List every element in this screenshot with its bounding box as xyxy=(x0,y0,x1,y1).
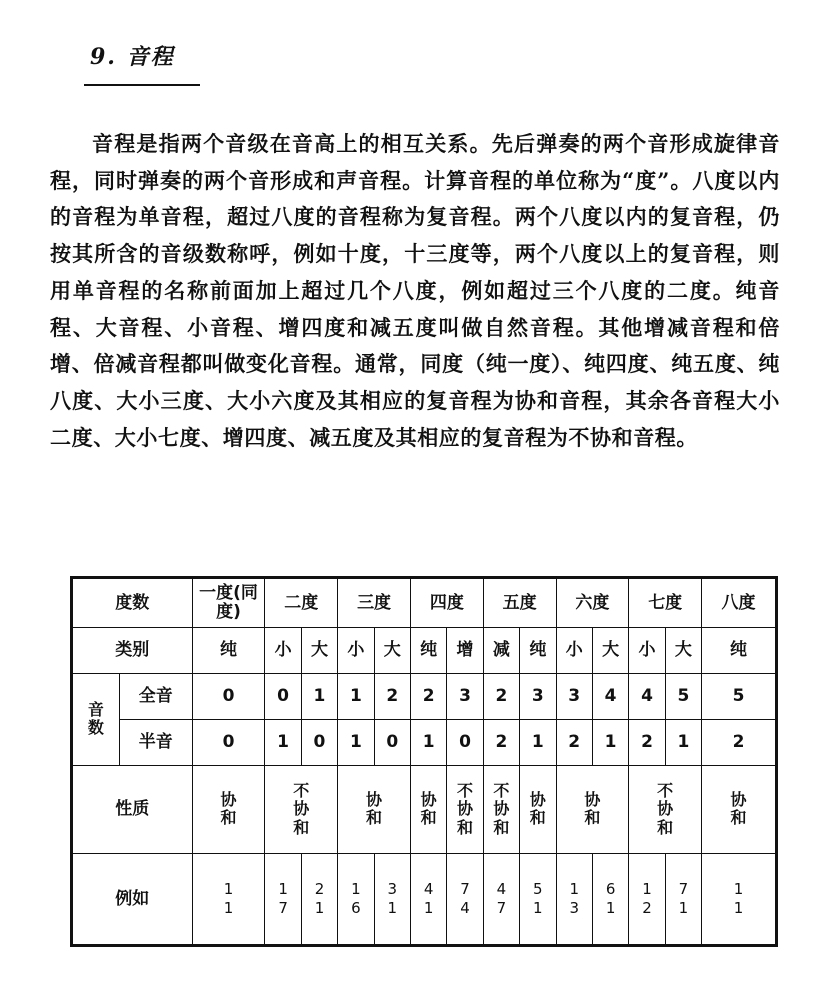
example-cell: 1 3 xyxy=(556,854,592,946)
whole-cell: 0 xyxy=(192,674,265,720)
example-cell: 5 1 xyxy=(520,854,556,946)
whole-cell: 5 xyxy=(665,674,701,720)
example-cell: 2 1 xyxy=(301,854,337,946)
section-title: 9. 音程 xyxy=(90,44,175,70)
half-cell: 1 xyxy=(338,720,374,766)
nature-cell: 协和 xyxy=(556,766,629,854)
nature-cell: 不协和 xyxy=(629,766,702,854)
example-cell: 1 2 xyxy=(629,854,665,946)
degree-7: 七度 xyxy=(629,578,702,628)
row-label-half: 半音 xyxy=(119,720,192,766)
category-cell: 小 xyxy=(265,628,301,674)
example-cell: 6 1 xyxy=(592,854,628,946)
degree-2: 二度 xyxy=(265,578,338,628)
half-tone-row xyxy=(72,720,777,766)
degree-3: 三度 xyxy=(338,578,411,628)
nature-cell: 协和 xyxy=(702,766,777,854)
row-label-example: 例如 xyxy=(72,854,193,946)
half-cell: 2 xyxy=(702,720,777,766)
nature-cell: 协和 xyxy=(192,766,265,854)
whole-cell: 2 xyxy=(483,674,519,720)
whole-cell: 4 xyxy=(592,674,628,720)
whole-cell: 5 xyxy=(702,674,777,720)
degree-1: 一度(同度) xyxy=(192,578,265,628)
nature-cell: 协和 xyxy=(338,766,411,854)
half-cell: 0 xyxy=(447,720,483,766)
half-cell: 1 xyxy=(665,720,701,766)
category-cell: 大 xyxy=(592,628,628,674)
category-cell: 大 xyxy=(665,628,701,674)
row-label-tone-count: 音数 xyxy=(72,674,120,766)
half-cell: 1 xyxy=(592,720,628,766)
category-cell: 大 xyxy=(301,628,337,674)
whole-cell: 2 xyxy=(374,674,410,720)
degree-8: 八度 xyxy=(702,578,777,628)
half-cell: 1 xyxy=(265,720,301,766)
degree-row xyxy=(72,578,777,628)
half-cell: 1 xyxy=(410,720,446,766)
example-cell: 4 7 xyxy=(483,854,519,946)
whole-cell: 4 xyxy=(629,674,665,720)
row-label-whole: 全音 xyxy=(119,674,192,720)
whole-cell: 1 xyxy=(301,674,337,720)
category-cell: 纯 xyxy=(702,628,777,674)
nature-cell: 不协和 xyxy=(447,766,483,854)
example-cell: 3 1 xyxy=(374,854,410,946)
interval-table xyxy=(70,576,778,947)
half-cell: 0 xyxy=(192,720,265,766)
example-cell: 4 1 xyxy=(410,854,446,946)
whole-cell: 3 xyxy=(520,674,556,720)
example-row xyxy=(72,854,777,946)
example-cell: 1 6 xyxy=(338,854,374,946)
example-cell: 7 4 xyxy=(447,854,483,946)
whole-cell: 2 xyxy=(410,674,446,720)
nature-cell: 协和 xyxy=(410,766,446,854)
example-cell: 1 7 xyxy=(265,854,301,946)
row-label-degree: 度数 xyxy=(72,578,193,628)
example-cell: 7 1 xyxy=(665,854,701,946)
whole-tone-row xyxy=(72,674,777,720)
category-cell: 纯 xyxy=(192,628,265,674)
row-label-category: 类别 xyxy=(72,628,193,674)
example-cell: 1 1 xyxy=(702,854,777,946)
body-paragraph: 音程是指两个音级在音高上的相互关系。先后弹奏的两个音形成旋律音程，同时弹奏的两个音形成和声音程。计算音程的单位称为“度”。八度以内的音程为单音程，超过八度的音程称为复音程。两个八度以内的复音程，仍按其所含的音级数称呼，例如十度，十三度等，两个八度以上的复音程，则用单音程的名称前面加上超过几个八度，例如超过三个八度的二度。纯音程、大音程、小音程、增四度和减五度叫做自然音程。其他增减音程和倍增、倍减音程都叫做变化音程。通常，同度（纯一度）、纯四度、纯五度、纯八度、大小三度、大小六度及其相应的复音程为协和音程，其余各音程大小二度、大小七度、增四度、减五度及其相应的复音程为不协和音程。 xyxy=(50,131,780,450)
category-cell: 小 xyxy=(338,628,374,674)
row-label-nature: 性质 xyxy=(72,766,193,854)
category-cell: 小 xyxy=(556,628,592,674)
half-cell: 2 xyxy=(556,720,592,766)
whole-cell: 3 xyxy=(556,674,592,720)
nature-cell: 协和 xyxy=(520,766,556,854)
example-cell: 1 1 xyxy=(192,854,265,946)
degree-4: 四度 xyxy=(410,578,483,628)
nature-row xyxy=(72,766,777,854)
category-cell: 减 xyxy=(483,628,519,674)
nature-cell: 不协和 xyxy=(483,766,519,854)
category-cell: 纯 xyxy=(410,628,446,674)
category-cell: 小 xyxy=(629,628,665,674)
category-cell: 纯 xyxy=(520,628,556,674)
half-cell: 2 xyxy=(629,720,665,766)
category-cell: 大 xyxy=(374,628,410,674)
half-cell: 1 xyxy=(520,720,556,766)
nature-cell: 不协和 xyxy=(265,766,338,854)
whole-cell: 0 xyxy=(265,674,301,720)
category-row xyxy=(72,628,777,674)
half-cell: 0 xyxy=(374,720,410,766)
degree-6: 六度 xyxy=(556,578,629,628)
half-cell: 0 xyxy=(301,720,337,766)
degree-5: 五度 xyxy=(483,578,556,628)
category-cell: 增 xyxy=(447,628,483,674)
whole-cell: 1 xyxy=(338,674,374,720)
title-underline xyxy=(84,84,200,86)
whole-cell: 3 xyxy=(447,674,483,720)
half-cell: 2 xyxy=(483,720,519,766)
